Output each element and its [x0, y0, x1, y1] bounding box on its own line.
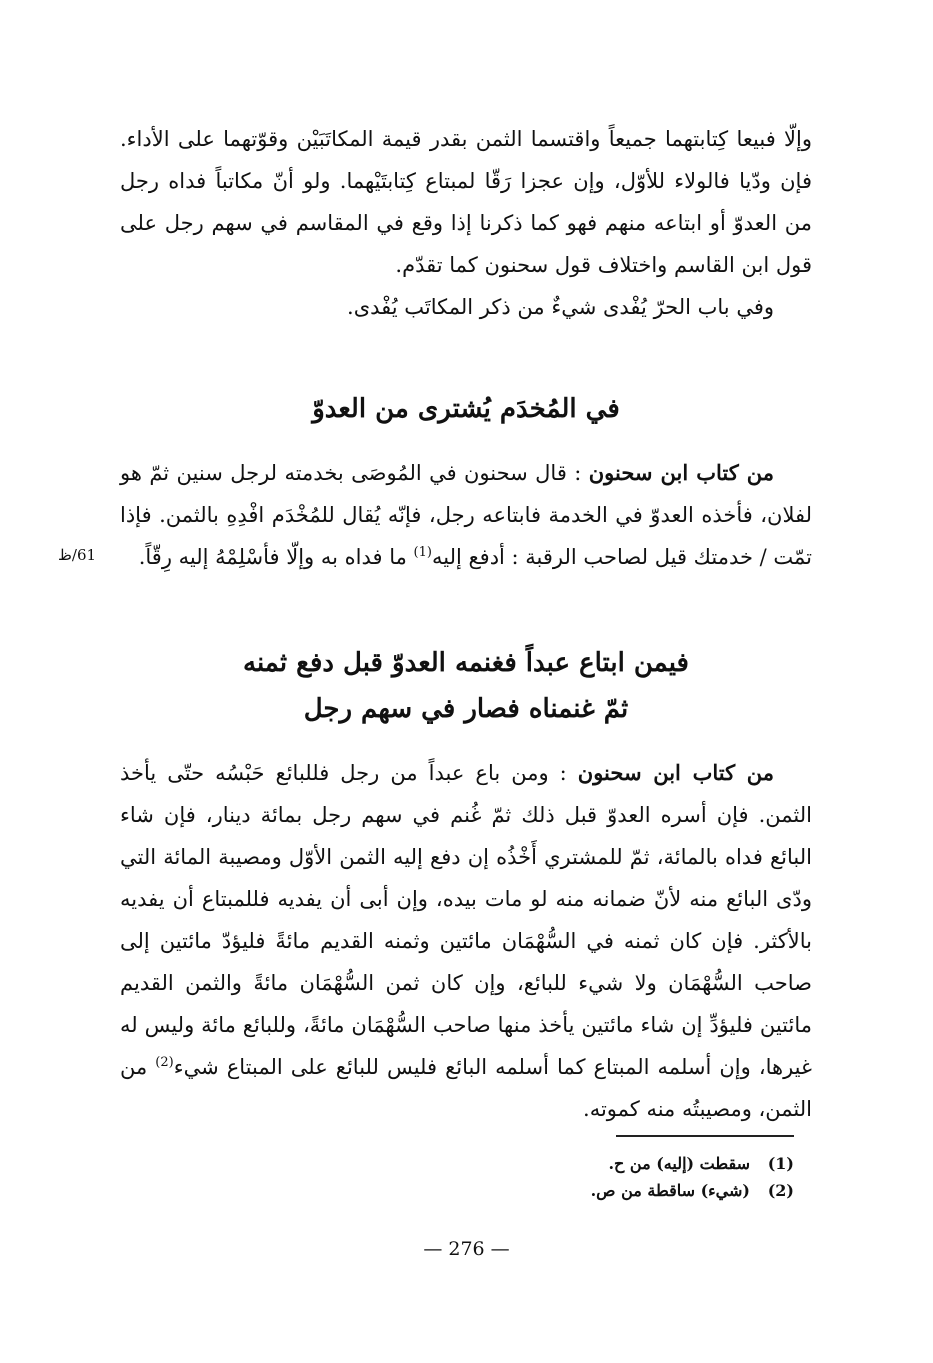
footnote-number: (2)	[767, 1181, 794, 1200]
section2-text-a: : ومن باع عبداً من رجل فللبائع حَبْسُه حتّى يأخذ الثمن. فإن أسره العدوّ قبل ذلك ثمّ غُنم في سهم رجل بمائة دينار، فإن شاء البائع فداه بالمائة، ثمّ للمشتري أَخْذُه إن دفع إليه الثمن الأوّل ومصيبة المائة التي ودّى البائع منه لأنّ ضمانه منه لو مات بيده، وإن أبى أن يفديه فللمبتاع أن يفديه بالأكثر. فإن كان ثمنه في السُّهْمَان مائتين وثمنه القديم مائةً فليؤدّ مائتين إلى صاحب السُّهْمَان ولا شيء للبائع، وإن كان ثمن السُّهْمَان مائةً والثمن القديم مائتين فليؤدِّ إن شاء مائتين يأخذ منها صاحب السُّهْمَان مائةً، وللبائع مائة وليس له غيرها، وإن أسلمه المبتاع كما أسلمه البائع فليس للبائع على المبتاع شيء	[120, 761, 812, 1079]
paragraph-continuation: وإلّا فبيعا كِتابتهما جميعاً واقتسما الثمن بقدر قيمة المكاتَبَيْن وقوّتهما على الأداء. فإن ودّيا فالولاء للأوّل، وإن عجزا رَقّا لمبتاع كِتابتَيْهما. ولو أنّ مكاتباً فداه رجل من العدوّ أو ابتاعه منهم فهو كما ذكرنا إذا وقع في المقاسم في سهم رجل على قول ابن القاسم واختلاف قول سحنون كما تقدّم.	[120, 127, 812, 277]
section2-body	[120, 752, 812, 1130]
section1-text-a: : قال سحنون في المُوصَى بخدمته لرجل سنين ثمّ هو لفلان، فأخذه العدوّ في الخدمة فابتاعه رجل، فإنّه يُقال للمُخْدَم افْدِهِ بالثمن. فإذا تمّت / خدمتك قيل لصاحب الرقبة : أدفع إليه	[120, 461, 812, 569]
section2-paragraph	[120, 752, 812, 1130]
section1-paragraph	[120, 452, 812, 578]
footnote-divider	[616, 1135, 794, 1137]
source-reference-lead: من كتاب ابن سحنون	[577, 760, 774, 785]
page-number: — 276 —	[423, 1238, 510, 1260]
section1-text-b: ما فداه به وإلّا فأسْلِمْهُ إليه رِقّاً.	[138, 545, 414, 569]
footnote-item	[400, 1150, 794, 1177]
top-text	[120, 118, 812, 328]
footnote-number: (1)	[767, 1154, 794, 1173]
section-heading-slave-purchase	[120, 640, 812, 732]
footnote-item	[400, 1177, 794, 1204]
section-heading-mukhdam: في المُخدَم يُشترى من العدوّ	[312, 394, 620, 424]
marginal-folio-note: 61/ظ	[58, 546, 97, 564]
source-reference-lead: من كتاب ابن سحنون	[588, 460, 774, 485]
footnotes	[400, 1150, 794, 1204]
footnote-ref-1: (1)	[413, 545, 432, 560]
section-heading-line-2: ثمّ غنمناه فصار في سهم رجل	[303, 694, 629, 724]
footnote-text: (شيء) ساقطة من ص.	[590, 1181, 750, 1200]
section1-body	[120, 452, 812, 578]
paragraph-cross-reference: وفي باب الحرّ يُفْدى شيءٌ من ذكر المكاتَب يُفْدى.	[347, 295, 774, 319]
section2-text-b: من الثمن، ومصيبتُه منه كموته.	[120, 1055, 812, 1121]
footnote-ref-2: (2)	[155, 1055, 174, 1070]
footnote-text: سقطت (إليه) من ح.	[608, 1154, 750, 1173]
section-heading-line-1: فيمن ابتاع عبداً فغنمه العدوّ قبل دفع ثمنه	[243, 648, 689, 678]
